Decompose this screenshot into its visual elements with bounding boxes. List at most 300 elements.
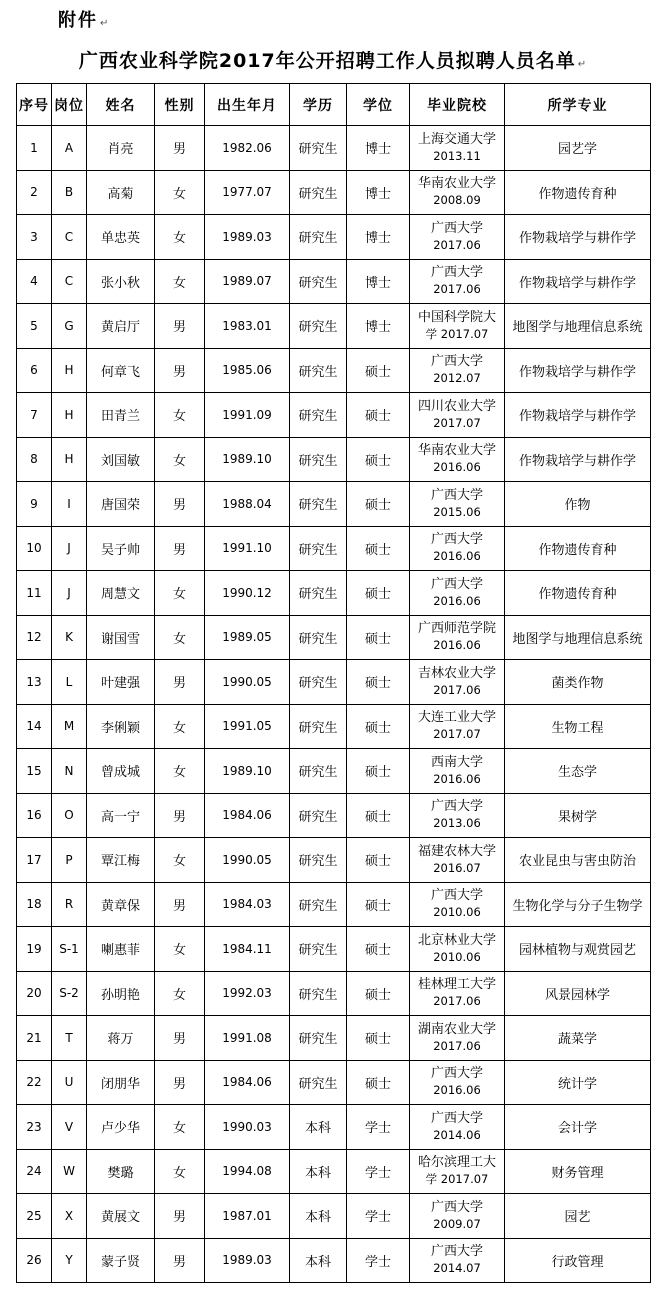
- degree-cell: 硕士: [347, 971, 410, 1016]
- school-cell: [410, 1194, 505, 1239]
- position-code-cell: P: [52, 838, 87, 883]
- degree-cell: 硕士: [347, 526, 410, 571]
- column-header: 所学专业: [505, 84, 651, 126]
- row-number-cell: 14: [17, 704, 52, 749]
- major-cell: 农业昆虫与害虫防治: [505, 838, 651, 883]
- school-cell: [410, 1016, 505, 1061]
- birth-date-cell: 1982.06: [205, 126, 290, 171]
- education-cell: 研究生: [290, 259, 347, 304]
- row-number-cell: 20: [17, 971, 52, 1016]
- person-name-cell: 蒋万: [87, 1016, 155, 1061]
- birth-date-cell: 1994.08: [205, 1149, 290, 1194]
- column-header: 出生年月: [205, 84, 290, 126]
- header-row: [17, 84, 651, 126]
- school-cell: [410, 304, 505, 349]
- column-header: 姓名: [87, 84, 155, 126]
- school-cell: [410, 571, 505, 616]
- education-cell: 研究生: [290, 971, 347, 1016]
- school-name: 广西大学: [430, 220, 483, 236]
- table-row: [17, 1149, 651, 1194]
- school-cell: [410, 348, 505, 393]
- major-cell: 作物栽培学与耕作学: [505, 215, 651, 260]
- table-row: [17, 749, 651, 794]
- table-row: [17, 259, 651, 304]
- degree-cell: 硕士: [347, 348, 410, 393]
- birth-date-cell: 1990.12: [205, 571, 290, 616]
- education-cell: 本科: [290, 1149, 347, 1194]
- table-row: [17, 571, 651, 616]
- education-cell: 研究生: [290, 927, 347, 972]
- major-cell: 作物栽培学与耕作学: [505, 393, 651, 438]
- school-cell: [410, 971, 505, 1016]
- education-cell: 本科: [290, 1194, 347, 1239]
- birth-date-cell: 1988.04: [205, 482, 290, 527]
- major-cell: 地图学与地理信息系统: [505, 304, 651, 349]
- school-name: 广西大学: [430, 265, 483, 281]
- row-number-cell: 24: [17, 1149, 52, 1194]
- major-cell: 生物工程: [505, 704, 651, 749]
- graduation-date: 2010.06: [433, 949, 481, 964]
- graduation-date: 2016.06: [433, 771, 481, 786]
- graduation-date: 2014.07: [433, 1261, 481, 1276]
- person-name-cell: 李俐颖: [87, 704, 155, 749]
- column-header: 学历: [290, 84, 347, 126]
- birth-date-cell: 1990.03: [205, 1105, 290, 1150]
- position-code-cell: K: [52, 615, 87, 660]
- school-name: 西南大学: [430, 754, 483, 770]
- education-cell: 研究生: [290, 126, 347, 171]
- major-cell: 风景园林学: [505, 971, 651, 1016]
- birth-date-cell: 1989.05: [205, 615, 290, 660]
- person-name-cell: 肖亮: [87, 126, 155, 171]
- row-number-cell: 25: [17, 1194, 52, 1239]
- birth-date-cell: 1984.03: [205, 882, 290, 927]
- table-row: [17, 526, 651, 571]
- education-cell: 研究生: [290, 838, 347, 883]
- table-row: [17, 170, 651, 215]
- degree-cell: 硕士: [347, 1016, 410, 1061]
- table-row: [17, 793, 651, 838]
- position-code-cell: Y: [52, 1238, 87, 1283]
- position-code-cell: T: [52, 1016, 87, 1061]
- attachment-label: 附件 ↵: [58, 10, 111, 31]
- degree-cell: 硕士: [347, 882, 410, 927]
- school-name: 广西师范学院: [417, 621, 496, 637]
- birth-date-cell: 1984.11: [205, 927, 290, 972]
- person-name-cell: 叶建强: [87, 660, 155, 705]
- degree-cell: 硕士: [347, 927, 410, 972]
- school-cell: [410, 1149, 505, 1194]
- education-cell: 研究生: [290, 793, 347, 838]
- column-header: 毕业院校: [410, 84, 505, 126]
- person-name-cell: 孙明艳: [87, 971, 155, 1016]
- birth-date-cell: 1990.05: [205, 838, 290, 883]
- gender-cell: 男: [155, 126, 205, 171]
- school-cell: [410, 882, 505, 927]
- school-name: 广西大学: [430, 1244, 483, 1260]
- major-cell: 会计学: [505, 1105, 651, 1150]
- major-cell: 作物栽培学与耕作学: [505, 437, 651, 482]
- position-code-cell: G: [52, 304, 87, 349]
- gender-cell: 男: [155, 526, 205, 571]
- graduation-date: 2016.06: [433, 1083, 481, 1098]
- birth-date-cell: 1989.07: [205, 259, 290, 304]
- education-cell: 研究生: [290, 615, 347, 660]
- table-row: [17, 348, 651, 393]
- school-name: 广西大学: [430, 1110, 483, 1126]
- school-cell: [410, 615, 505, 660]
- person-name-cell: 覃江梅: [87, 838, 155, 883]
- gender-cell: 男: [155, 1194, 205, 1239]
- graduation-date: 学 2017.07: [425, 1172, 489, 1187]
- school-name: 广西大学: [430, 487, 483, 503]
- school-name: 大连工业大学: [417, 710, 496, 726]
- table-row: [17, 838, 651, 883]
- graduation-date: 2013.11: [433, 148, 481, 163]
- position-code-cell: W: [52, 1149, 87, 1194]
- education-cell: 研究生: [290, 215, 347, 260]
- position-code-cell: B: [52, 170, 87, 215]
- column-header: 学位: [347, 84, 410, 126]
- position-code-cell: V: [52, 1105, 87, 1150]
- birth-date-cell: 1991.10: [205, 526, 290, 571]
- person-name-cell: 黄章保: [87, 882, 155, 927]
- position-code-cell: R: [52, 882, 87, 927]
- degree-cell: 硕士: [347, 793, 410, 838]
- school-name: 广西大学: [430, 1066, 483, 1082]
- school-name: 广西大学: [430, 354, 483, 370]
- person-name-cell: 高一宁: [87, 793, 155, 838]
- school-name: 桂林理工大学: [417, 977, 496, 993]
- education-cell: 研究生: [290, 1016, 347, 1061]
- education-cell: 本科: [290, 1238, 347, 1283]
- row-number-cell: 9: [17, 482, 52, 527]
- gender-cell: 男: [155, 482, 205, 527]
- column-header: 序号: [17, 84, 52, 126]
- graduation-date: 2017.07: [433, 727, 481, 742]
- gender-cell: 女: [155, 971, 205, 1016]
- major-cell: 统计学: [505, 1060, 651, 1105]
- degree-cell: 硕士: [347, 482, 410, 527]
- degree-cell: 学士: [347, 1105, 410, 1150]
- education-cell: 研究生: [290, 571, 347, 616]
- table-row: [17, 927, 651, 972]
- birth-date-cell: 1989.03: [205, 1238, 290, 1283]
- row-number-cell: 23: [17, 1105, 52, 1150]
- gender-cell: 女: [155, 1149, 205, 1194]
- degree-cell: 硕士: [347, 704, 410, 749]
- graduation-date: 2010.06: [433, 905, 481, 920]
- school-cell: [410, 1060, 505, 1105]
- school-cell: [410, 482, 505, 527]
- table-row: [17, 126, 651, 171]
- gender-cell: 女: [155, 704, 205, 749]
- graduation-date: 2016.06: [433, 549, 481, 564]
- birth-date-cell: 1989.10: [205, 437, 290, 482]
- gender-cell: 男: [155, 348, 205, 393]
- major-cell: 行政管理: [505, 1238, 651, 1283]
- school-cell: [410, 793, 505, 838]
- major-cell: 作物遗传育种: [505, 526, 651, 571]
- person-name-cell: 闭朋华: [87, 1060, 155, 1105]
- major-cell: 果树学: [505, 793, 651, 838]
- education-cell: 研究生: [290, 348, 347, 393]
- school-cell: [410, 1238, 505, 1283]
- table-row: [17, 1238, 651, 1283]
- graduation-date: 2014.06: [433, 1127, 481, 1142]
- person-name-cell: 喇惠菲: [87, 927, 155, 972]
- page-title: 广西农业科学院2017年公开招聘工作人员拟聘人员名单 ↵: [78, 50, 588, 72]
- major-cell: 作物遗传育种: [505, 571, 651, 616]
- gender-cell: 女: [155, 215, 205, 260]
- major-cell: 作物栽培学与耕作学: [505, 348, 651, 393]
- position-code-cell: N: [52, 749, 87, 794]
- graduation-date: 2017.06: [433, 237, 481, 252]
- row-number-cell: 3: [17, 215, 52, 260]
- row-number-cell: 8: [17, 437, 52, 482]
- person-name-cell: 黄展文: [87, 1194, 155, 1239]
- degree-cell: 博士: [347, 170, 410, 215]
- person-name-cell: 樊璐: [87, 1149, 155, 1194]
- school-name: 广西大学: [430, 799, 483, 815]
- education-cell: 研究生: [290, 304, 347, 349]
- school-name: 广西大学: [430, 576, 483, 592]
- position-code-cell: J: [52, 571, 87, 616]
- position-code-cell: C: [52, 259, 87, 304]
- position-code-cell: S-2: [52, 971, 87, 1016]
- position-code-cell: O: [52, 793, 87, 838]
- birth-date-cell: 1991.05: [205, 704, 290, 749]
- gender-cell: 男: [155, 1060, 205, 1105]
- row-number-cell: 16: [17, 793, 52, 838]
- degree-cell: 硕士: [347, 615, 410, 660]
- degree-cell: 硕士: [347, 571, 410, 616]
- birth-date-cell: 1987.01: [205, 1194, 290, 1239]
- row-number-cell: 11: [17, 571, 52, 616]
- school-cell: [410, 126, 505, 171]
- graduation-date: 2016.06: [433, 593, 481, 608]
- birth-date-cell: 1991.09: [205, 393, 290, 438]
- column-header: 性别: [155, 84, 205, 126]
- birth-date-cell: 1977.07: [205, 170, 290, 215]
- row-number-cell: 22: [17, 1060, 52, 1105]
- education-cell: 研究生: [290, 393, 347, 438]
- table-row: [17, 1194, 651, 1239]
- major-cell: 生态学: [505, 749, 651, 794]
- gender-cell: 女: [155, 615, 205, 660]
- school-name: 上海交通大学: [417, 131, 496, 147]
- education-cell: 研究生: [290, 1060, 347, 1105]
- position-code-cell: U: [52, 1060, 87, 1105]
- position-code-cell: H: [52, 348, 87, 393]
- major-cell: 财务管理: [505, 1149, 651, 1194]
- person-name-cell: 高菊: [87, 170, 155, 215]
- degree-cell: 博士: [347, 304, 410, 349]
- person-name-cell: 唐国荣: [87, 482, 155, 527]
- person-name-cell: 曾成城: [87, 749, 155, 794]
- table-row: [17, 304, 651, 349]
- major-cell: 菌类作物: [505, 660, 651, 705]
- school-cell: [410, 437, 505, 482]
- major-cell: 地图学与地理信息系统: [505, 615, 651, 660]
- table-row: [17, 615, 651, 660]
- row-number-cell: 19: [17, 927, 52, 972]
- table-row: [17, 971, 651, 1016]
- person-name-cell: 蒙子贤: [87, 1238, 155, 1283]
- position-code-cell: C: [52, 215, 87, 260]
- birth-date-cell: 1984.06: [205, 1060, 290, 1105]
- major-cell: 园艺学: [505, 126, 651, 171]
- graduation-date: 2016.06: [433, 460, 481, 475]
- person-name-cell: 谢国雪: [87, 615, 155, 660]
- graduation-date: 2013.06: [433, 816, 481, 831]
- degree-cell: 硕士: [347, 838, 410, 883]
- degree-cell: 硕士: [347, 749, 410, 794]
- row-number-cell: 15: [17, 749, 52, 794]
- row-number-cell: 12: [17, 615, 52, 660]
- position-code-cell: L: [52, 660, 87, 705]
- table-row: [17, 1016, 651, 1061]
- graduation-date: 2015.06: [433, 504, 481, 519]
- person-name-cell: 何章飞: [87, 348, 155, 393]
- gender-cell: 男: [155, 304, 205, 349]
- table-row: [17, 437, 651, 482]
- degree-cell: 学士: [347, 1238, 410, 1283]
- school-name: 吉林农业大学: [417, 665, 496, 681]
- gender-cell: 女: [155, 393, 205, 438]
- person-name-cell: 单忠英: [87, 215, 155, 260]
- degree-cell: 学士: [347, 1194, 410, 1239]
- education-cell: 研究生: [290, 526, 347, 571]
- gender-cell: 女: [155, 927, 205, 972]
- person-name-cell: 田青兰: [87, 393, 155, 438]
- person-name-cell: 卢少华: [87, 1105, 155, 1150]
- degree-cell: 硕士: [347, 1060, 410, 1105]
- graduation-date: 2016.07: [433, 860, 481, 875]
- major-cell: 园艺: [505, 1194, 651, 1239]
- person-name-cell: 吴子帅: [87, 526, 155, 571]
- major-cell: 作物: [505, 482, 651, 527]
- position-code-cell: X: [52, 1194, 87, 1239]
- column-header: 岗位: [52, 84, 87, 126]
- major-cell: 蔬菜学: [505, 1016, 651, 1061]
- major-cell: 生物化学与分子生物学: [505, 882, 651, 927]
- education-cell: 研究生: [290, 704, 347, 749]
- graduation-date: 2017.07: [433, 415, 481, 430]
- table-row: [17, 482, 651, 527]
- row-number-cell: 21: [17, 1016, 52, 1061]
- graduation-date: 2017.06: [433, 682, 481, 697]
- school-cell: [410, 749, 505, 794]
- degree-cell: 硕士: [347, 437, 410, 482]
- graduation-date: 2009.07: [433, 1216, 481, 1231]
- degree-cell: 博士: [347, 215, 410, 260]
- row-number-cell: 13: [17, 660, 52, 705]
- education-cell: 研究生: [290, 882, 347, 927]
- birth-date-cell: 1989.03: [205, 215, 290, 260]
- graduation-date: 2008.09: [433, 193, 481, 208]
- table-row: [17, 393, 651, 438]
- school-name: 哈尔滨理工大: [417, 1155, 496, 1171]
- education-cell: 研究生: [290, 660, 347, 705]
- school-cell: [410, 393, 505, 438]
- school-cell: [410, 1105, 505, 1150]
- school-cell: [410, 170, 505, 215]
- school-name: 中国科学院大: [417, 309, 496, 325]
- table-body: [17, 126, 651, 1283]
- gender-cell: 男: [155, 660, 205, 705]
- gender-cell: 女: [155, 437, 205, 482]
- degree-cell: 硕士: [347, 660, 410, 705]
- person-name-cell: 黄启厅: [87, 304, 155, 349]
- position-code-cell: J: [52, 526, 87, 571]
- birth-date-cell: 1990.05: [205, 660, 290, 705]
- person-name-cell: 刘国敏: [87, 437, 155, 482]
- birth-date-cell: 1991.08: [205, 1016, 290, 1061]
- school-cell: [410, 215, 505, 260]
- row-number-cell: 10: [17, 526, 52, 571]
- position-code-cell: H: [52, 437, 87, 482]
- candidates-table: [16, 83, 651, 1283]
- gender-cell: 女: [155, 571, 205, 616]
- gender-cell: 男: [155, 793, 205, 838]
- school-cell: [410, 838, 505, 883]
- row-number-cell: 2: [17, 170, 52, 215]
- gender-cell: 女: [155, 170, 205, 215]
- birth-date-cell: 1985.06: [205, 348, 290, 393]
- school-name: 湖南农业大学: [417, 1021, 496, 1037]
- position-code-cell: H: [52, 393, 87, 438]
- school-name: 华南农业大学: [417, 176, 496, 192]
- education-cell: 研究生: [290, 482, 347, 527]
- degree-cell: 博士: [347, 126, 410, 171]
- row-number-cell: 5: [17, 304, 52, 349]
- graduation-date: 2016.06: [433, 638, 481, 653]
- major-cell: 作物栽培学与耕作学: [505, 259, 651, 304]
- education-cell: 研究生: [290, 437, 347, 482]
- major-cell: 作物遗传育种: [505, 170, 651, 215]
- gender-cell: 女: [155, 749, 205, 794]
- gender-cell: 男: [155, 882, 205, 927]
- position-code-cell: A: [52, 126, 87, 171]
- gender-cell: 女: [155, 259, 205, 304]
- gender-cell: 女: [155, 838, 205, 883]
- degree-cell: 博士: [347, 259, 410, 304]
- graduation-date: 2012.07: [433, 371, 481, 386]
- education-cell: 研究生: [290, 749, 347, 794]
- education-cell: 研究生: [290, 170, 347, 215]
- education-cell: 本科: [290, 1105, 347, 1150]
- school-name: 广西大学: [430, 888, 483, 904]
- school-name: 北京林业大学: [417, 932, 496, 948]
- birth-date-cell: 1992.03: [205, 971, 290, 1016]
- table-row: [17, 1060, 651, 1105]
- row-number-cell: 18: [17, 882, 52, 927]
- school-name: 华南农业大学: [417, 443, 496, 459]
- school-name: 广西大学: [430, 1199, 483, 1215]
- row-number-cell: 17: [17, 838, 52, 883]
- table-row: [17, 704, 651, 749]
- row-number-cell: 26: [17, 1238, 52, 1283]
- gender-cell: 女: [155, 1105, 205, 1150]
- school-cell: [410, 704, 505, 749]
- position-code-cell: I: [52, 482, 87, 527]
- row-number-cell: 6: [17, 348, 52, 393]
- graduation-date: 学 2017.07: [425, 326, 489, 341]
- birth-date-cell: 1984.06: [205, 793, 290, 838]
- major-cell: 园林植物与观赏园艺: [505, 927, 651, 972]
- school-cell: [410, 660, 505, 705]
